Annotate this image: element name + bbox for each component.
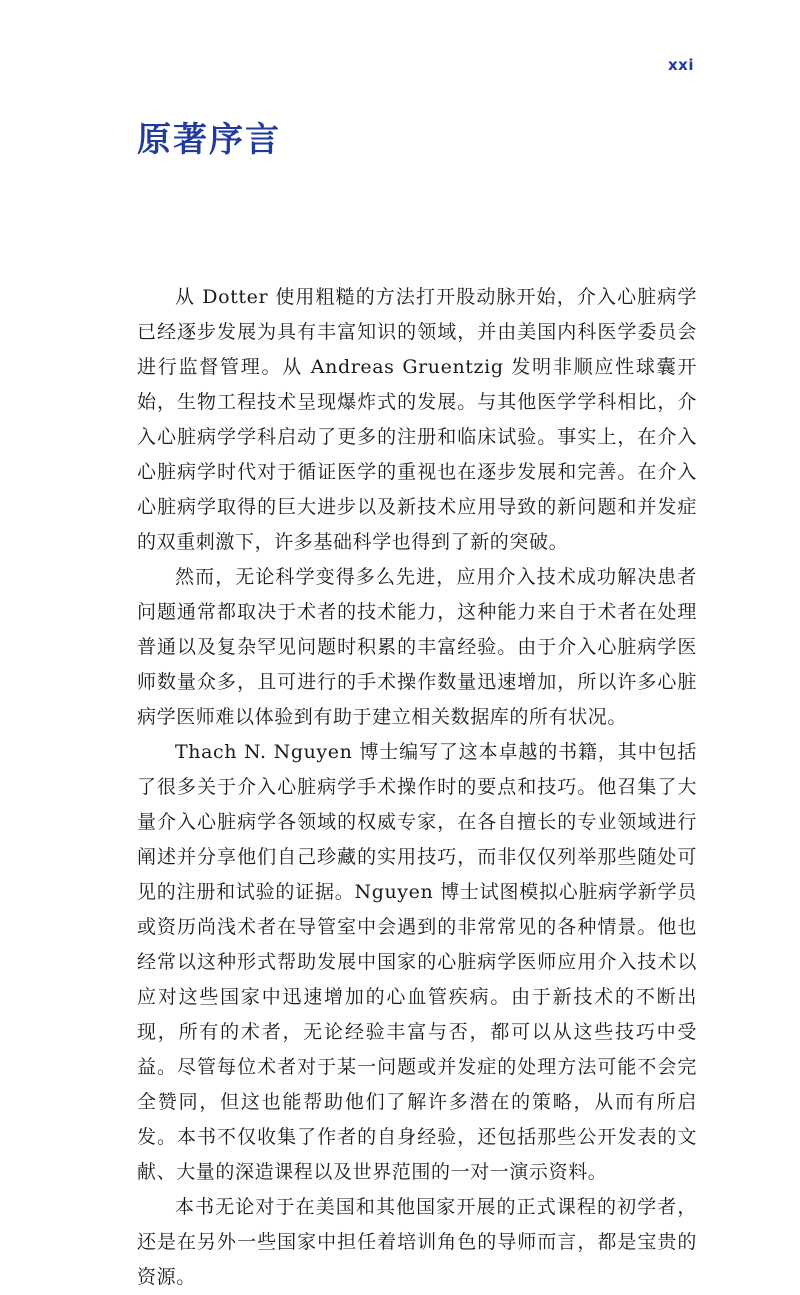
- body-text: [137, 280, 697, 1295]
- page-number: xxi: [668, 56, 694, 74]
- paragraph: 本书无论对于在美国和其他国家开展的正式课程的初学者，还是在另外一些国家中担任着培训角色的导师而言，都是宝贵的资源。: [137, 1196, 697, 1288]
- paragraph: Thach N. Nguyen 博士编写了这本卓越的书籍，其中包括了很多关于介入心脏病学手术操作时的要点和技巧。他召集了大量介入心脏病学各领域的权威专家，在各自擅长的专业领域进行阐述并分享他们自己珍藏的实用技巧，而非仅仅列举那些随处可见的注册和试验的证据。Nguyen 博士试图模拟心脏病学新学员或资历尚浅术者在导管室中会遇到的非常常见的各种情景。他也经常以这种形式帮助发展中国家的心脏病学医师应用介入技术以应对这些国家中迅速增加的心血管疾病。由于新技术的不断出现，所有的术者，无论经验丰富与否，都可以从这些技巧中受益。尽管每位术者对于某一问题或并发症的处理方法可能不会完全赞同，但这也能帮助他们了解许多潜在的策略，从而有所启发。本书不仅收集了作者的自身经验，还包括那些公开发表的文献、大量的深造课程以及世界范围的一对一演示资料。: [137, 741, 697, 1183]
- paragraph: 然而，无论科学变得多么先进，应用介入技术成功解决患者问题通常都取决于术者的技术能力，这种能力来自于术者在处理普通以及复杂罕见问题时积累的丰富经验。由于介入心脏病学医师数量众多，且可进行的手术操作数量迅速增加，所以许多心脏病学医师难以体验到有助于建立相关数据库的所有状况。: [137, 566, 697, 728]
- paragraph: 从 Dotter 使用粗糙的方法打开股动脉开始，介入心脏病学已经逐步发展为具有丰富知识的领域，并由美国内科医学委员会进行监督管理。从 Andreas Gruentzig 发明非顺应性球囊开始，生物工程技术呈现爆炸式的发展。与其他医学学科相比，介入心脏病学学科启动了更多的注册和临床试验。事实上，在介入心脏病学时代对于循证医学的重视也在逐步发展和完善。在介入心脏病学取得的巨大进步以及新技术应用导致的新问题和并发症的双重刺激下，许多基础科学也得到了新的突破。: [137, 286, 697, 553]
- chapter-title: 原著序言: [137, 120, 281, 160]
